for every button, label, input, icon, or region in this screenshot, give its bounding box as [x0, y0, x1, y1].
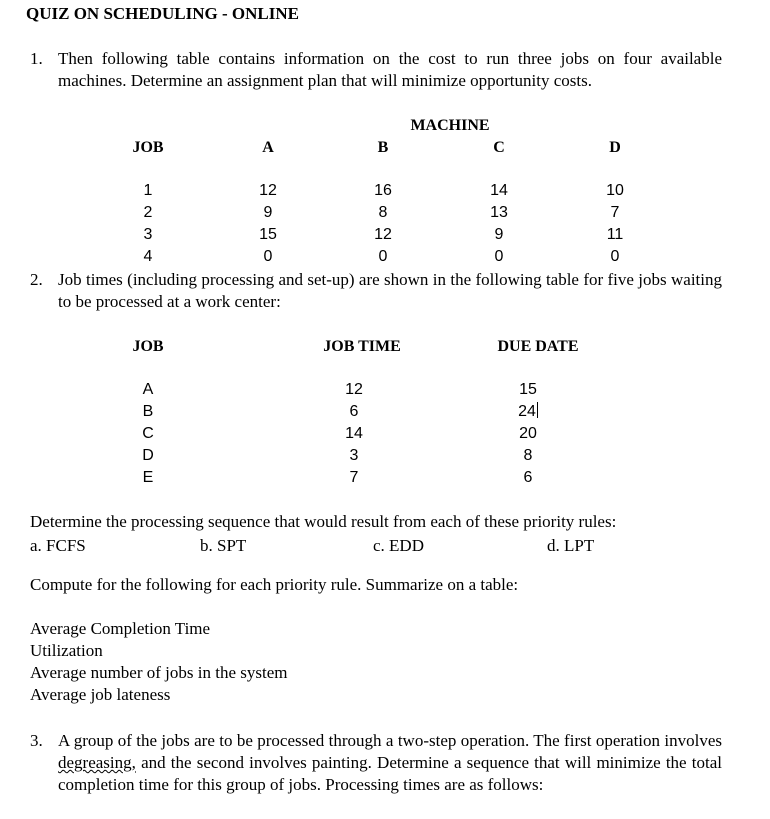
table-cell: 15	[519, 381, 537, 398]
text-cursor	[537, 402, 538, 418]
job-column-header: JOB	[132, 338, 164, 355]
table-cell: 12	[259, 182, 277, 199]
machine-d-header: D	[609, 139, 621, 156]
question-2-text: Job times (including processing and set-up) are shown in the following table for five jobs waiting to be processed at a work center:	[58, 270, 722, 311]
table-row-job: 1	[143, 182, 153, 199]
question-2	[30, 269, 722, 313]
table-cell: 8	[523, 447, 533, 464]
table-row-job: A	[142, 381, 154, 398]
table-cell: 14	[490, 182, 508, 199]
table-cell-with-cursor[interactable]	[508, 401, 548, 423]
due-date-header: DUE DATE	[497, 338, 579, 355]
metric-item: Average job lateness	[30, 685, 171, 704]
rule-spt: b. SPT	[200, 536, 247, 555]
compute-prompt: Compute for the following for each priority rule. Summarize on a table:	[30, 575, 519, 594]
table-cell: 14	[345, 425, 363, 442]
table-cell: 10	[606, 182, 624, 199]
table-cell: 8	[378, 204, 388, 221]
table-row-job: C	[142, 425, 154, 442]
table-row-job: B	[142, 403, 154, 420]
machine-b-header: B	[377, 139, 389, 156]
table-cell: 12	[374, 226, 392, 243]
table-cell-value: 24	[518, 403, 536, 420]
table-cell: 0	[610, 248, 620, 265]
question-3-number: 3.	[30, 731, 43, 750]
job-column-header: JOB	[132, 139, 164, 156]
question-3-text-before: A group of the jobs are to be processed through a two-step operation. The first operation involves	[58, 731, 722, 750]
table-cell: 13	[490, 204, 508, 221]
table-row-job: 3	[143, 226, 153, 243]
question-2-number: 2.	[30, 270, 43, 289]
table-cell: 16	[374, 182, 392, 199]
page-title: QUIZ ON SCHEDULING - ONLINE	[26, 4, 299, 23]
table-cell: 15	[259, 226, 277, 243]
table-cell: 7	[610, 204, 620, 221]
rule-edd: c. EDD	[373, 536, 424, 555]
machine-a-header: A	[262, 139, 274, 156]
metric-item: Utilization	[30, 641, 103, 660]
table-cell: 3	[349, 447, 359, 464]
table-row-job: D	[142, 447, 154, 464]
question-1-text: Then following table contains information on the cost to run three jobs on four available machines. Determine an assignment plan that will minimize opportunity costs.	[58, 49, 722, 90]
table-cell: 0	[494, 248, 504, 265]
table-row-job: 4	[143, 248, 153, 265]
table-cell: 7	[349, 469, 359, 486]
table-row-job: 2	[143, 204, 153, 221]
question-1	[30, 48, 722, 92]
table-cell: 12	[345, 381, 363, 398]
question-3	[30, 730, 722, 796]
spellcheck-flagged-word[interactable]: degreasing,	[58, 753, 136, 772]
job-time-header: JOB TIME	[323, 338, 401, 355]
table-cell: 6	[523, 469, 533, 486]
question-1-number: 1.	[30, 49, 43, 68]
table-row-job: E	[142, 469, 154, 486]
question-3-text	[58, 730, 722, 796]
table-cell: 6	[349, 403, 359, 420]
table-cell: 0	[263, 248, 273, 265]
table-cell: 20	[519, 425, 537, 442]
metric-item: Average Completion Time	[30, 619, 211, 638]
table-cell: 0	[378, 248, 388, 265]
machine-group-header: MACHINE	[410, 117, 490, 134]
rule-fcfs: a. FCFS	[30, 536, 86, 555]
table-cell: 11	[606, 226, 624, 243]
machine-c-header: C	[493, 139, 505, 156]
sequence-prompt: Determine the processing sequence that would result from each of these priority rules:	[30, 512, 617, 531]
rule-lpt: d. LPT	[547, 536, 595, 555]
question-3-text-after: and the second involves painting. Determine a sequence that will minimize the total completion time for this group of jobs. Processing times are as follows:	[58, 753, 722, 794]
table-cell: 9	[494, 226, 504, 243]
metric-item: Average number of jobs in the system	[30, 663, 288, 682]
table-cell: 9	[263, 204, 273, 221]
